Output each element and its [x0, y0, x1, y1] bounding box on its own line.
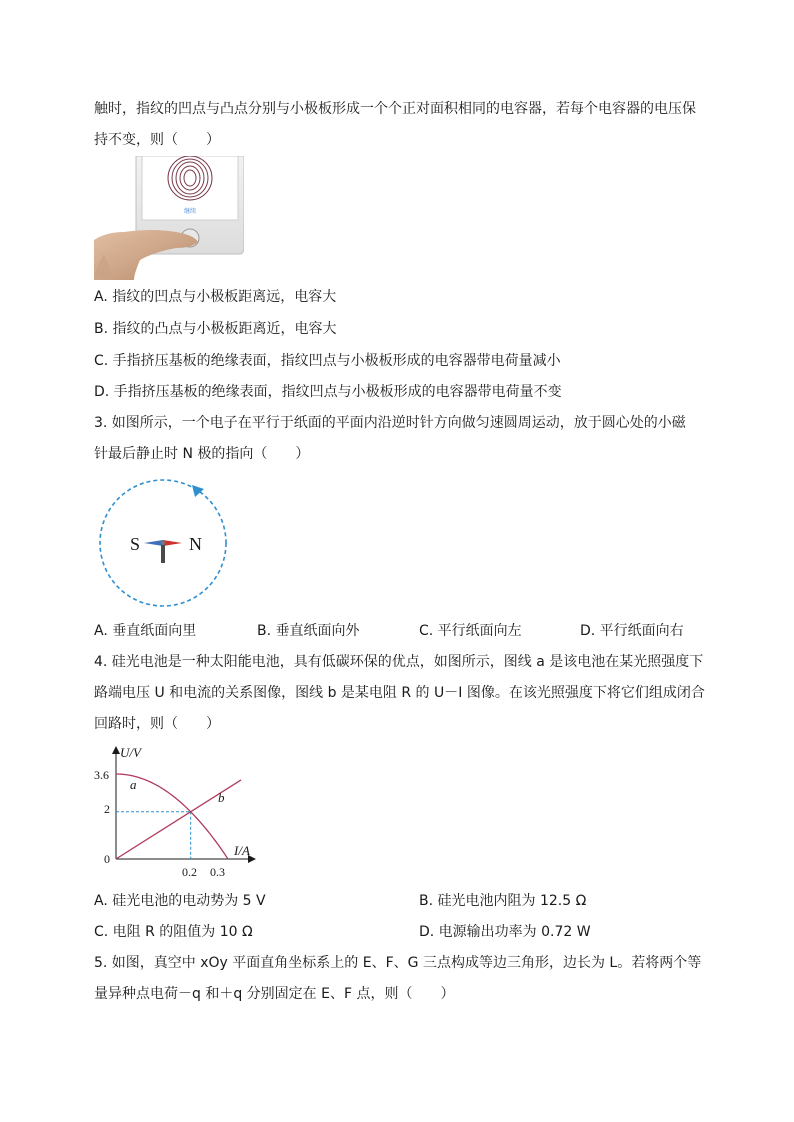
x-axis-label: I/A [234, 843, 250, 858]
electron-orbit-diagram [96, 476, 232, 612]
fingerprint-phone-photo [94, 156, 244, 280]
q3-stem-line2: 针最后静止时 N 极的指向（ ） [94, 446, 310, 462]
q4-stem-line3: 回路时，则（ ） [94, 716, 220, 732]
q2-stem-line2: 持不变，则（ ） [94, 132, 220, 148]
y-tick-label: 2 [104, 802, 110, 816]
y-tick-label: 3.6 [94, 768, 109, 782]
x-tick-label: 0.3 [210, 865, 225, 879]
q3-option-b: B. 垂直纸面向外 [257, 623, 360, 639]
q2-option-c: C. 手指挤压基板的绝缘表面，指纹凹点与小极板形成的电容器带电荷量减小 [94, 353, 561, 369]
q2-stem-line1: 触时，指纹的凹点与凸点分别与小极板形成一个个正对面积相同的电容器，若每个电容器的电压保 [94, 101, 696, 117]
q2-option-d: D. 手指挤压基板的绝缘表面，指纹凹点与小极板形成的电容器带电荷量不变 [94, 384, 562, 400]
q3-option-c: C. 平行纸面向左 [419, 623, 522, 639]
magnet-n-label: N [189, 534, 202, 554]
origin-label: 0 [104, 852, 110, 866]
q2-option-a: A. 指纹的凹点与小极板距离远，电容大 [94, 289, 337, 305]
y-axis-label: U/V [120, 745, 141, 760]
q4-option-c: C. 电阻 R 的阻值为 10 Ω [94, 924, 253, 940]
phone-button-text: 继续 [183, 209, 197, 215]
q2-option-b: B. 指纹的凸点与小极板距离近，电容大 [94, 321, 337, 337]
series-a-label: a [130, 777, 137, 792]
x-tick-label: 0.2 [182, 865, 197, 879]
q4-option-b: B. 硅光电池内阻为 12.5 Ω [419, 893, 587, 909]
q4-stem-line2: 路端电压 U 和电流的关系图像，图线 b 是某电阻 R 的 U－I 图像。在该光照强度下将它们组成闭合 [94, 685, 705, 701]
q3-stem-line1: 3. 如图所示，一个电子在平行于纸面的平面内沿逆时针方向做匀速圆周运动，放于圆心处的小磁 [94, 415, 686, 431]
q4-option-a: A. 硅光电池的电动势为 5 V [94, 893, 266, 909]
q4-stem-line1: 4. 硅光电池是一种太阳能电池，具有低碳环保的优点，如图所示，图线 a 是该电池在某光照强度下 [94, 654, 704, 670]
q4-option-d: D. 电源输出功率为 0.72 W [419, 924, 591, 940]
counterclockwise-arrow-icon [192, 485, 204, 497]
q3-option-d: D. 平行纸面向右 [580, 623, 684, 639]
magnet-s-label: S [130, 534, 141, 554]
compass-needle-icon [144, 540, 182, 563]
u-i-graph [94, 742, 264, 882]
q3-option-a: A. 垂直纸面向里 [94, 623, 197, 639]
q5-stem-line2: 量异种点电荷－q 和＋q 分别固定在 E、F 点，则（ ） [94, 986, 455, 1002]
q5-stem-line1: 5. 如图，真空中 xOy 平面直角坐标系上的 E、F、G 三点构成等边三角形，边长为 L。若将两个等 [94, 955, 702, 971]
series-b-label: b [218, 790, 225, 805]
